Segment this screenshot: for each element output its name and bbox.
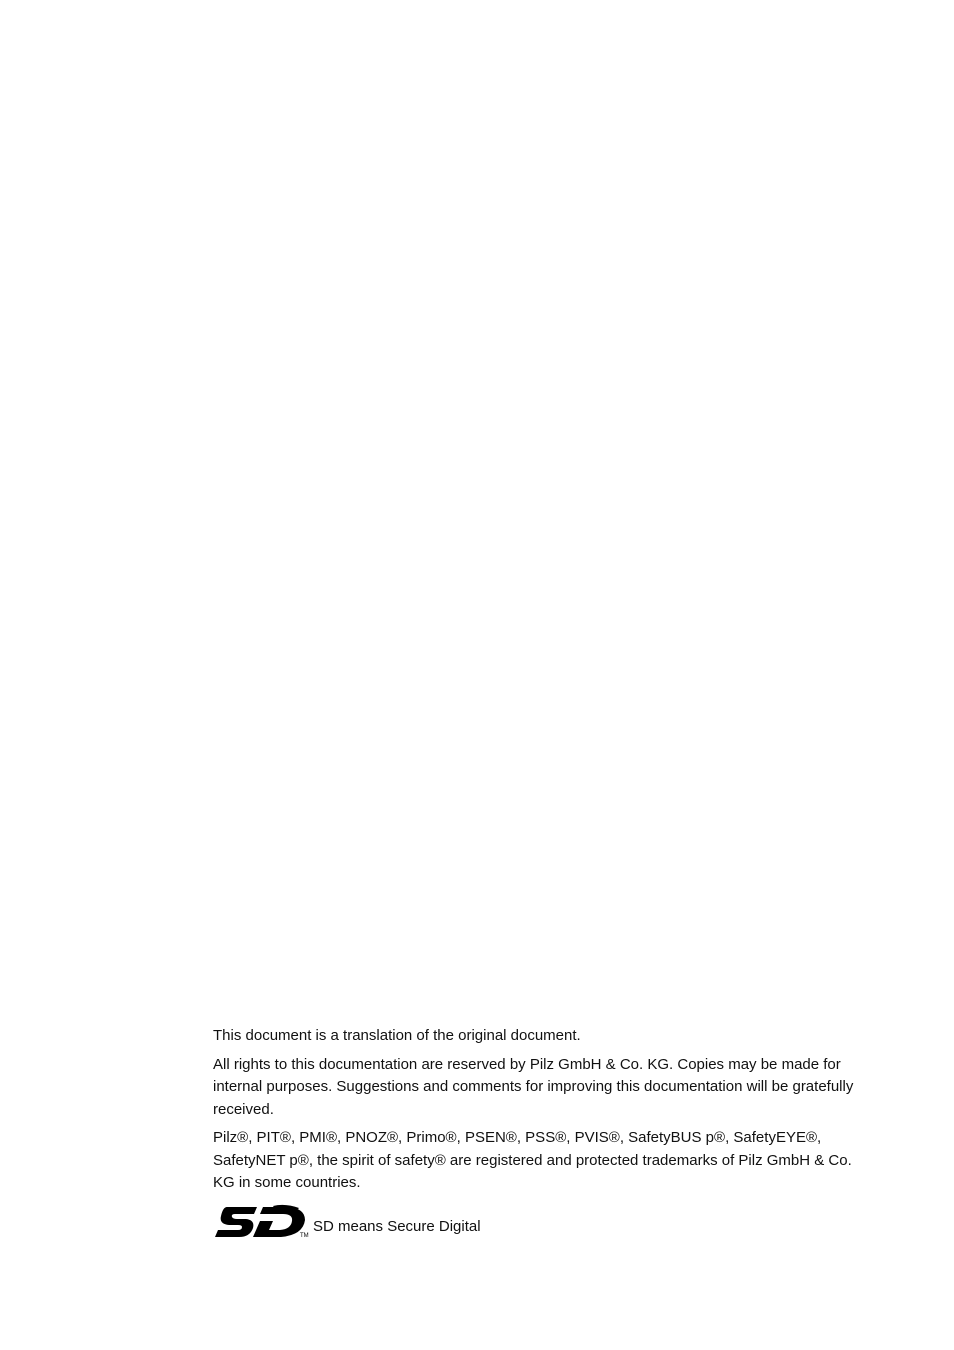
- translation-note: This document is a translation of the original document.: [213, 1027, 581, 1044]
- sd-logo-icon: [213, 1204, 311, 1238]
- rights-statement: All rights to this documentation are reserved by Pilz GmbH & Co. KG. Copies may be made for internal purposes. Suggestions and comments for improving this documentation will be gratefully received.: [213, 1055, 854, 1118]
- sd-notice: [213, 1202, 481, 1238]
- trademarks-statement: Pilz®, PIT®, PMI®, PNOZ®, Primo®, PSEN®, PSS®, PVIS®, SafetyBUS p®, SafetyEYE®, SafetyNET p®, the spirit of safety® are registered and protected trademarks of Pilz GmbH & Co. KG in some countries.: [213, 1129, 852, 1191]
- legal-notice: [213, 1025, 873, 1201]
- sd-tm-mark: TM: [300, 1233, 309, 1238]
- sd-caption: SD means Secure Digital: [313, 1218, 481, 1235]
